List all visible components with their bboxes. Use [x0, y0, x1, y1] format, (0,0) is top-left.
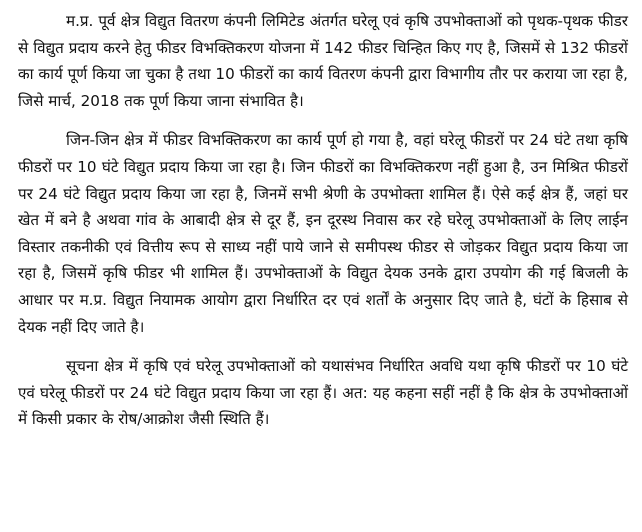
- paragraph-conclusion: सूचना क्षेत्र में कृषि एवं घरेलू उपभोक्ताओं को यथासंभव निर्धारित अवधि यथा कृषि फीडरों पर 10 घंटे एवं घरेलू फीडरों पर 24 घंटे विद्युत प्रदाय किया जा रहा हैं। अत: यह कहना सहीं नहीं है कि क्षेत्र के उपभोक्ताओं में किसी प्रकार के रोष/आक्रोश जैसी स्थिति हैं।: [18, 357, 628, 429]
- paragraph-feeder-separation-scheme: म.प्र. पूर्व क्षेत्र विद्युत वितरण कंपनी लिमिटेड अंतर्गत घरेलू एवं कृषि उपभोक्ताओं को पृथक-पृथक फीडर से विद्युत प्रदाय करने हेतु फीडर विभक्तिकरण योजना में 142 फीडर चिन्हित किए गए है, जिसमें से 132 फीडरों का कार्य पूर्ण किया जा चुका है तथा 10 फीडरों का कार्य वितरण कंपनी द्वारा विभागीय तौर पर कराया जा रहा है, जिसे मार्च, 2018 तक पूर्ण किया जाना संभावित है।: [18, 12, 628, 110]
- paragraph-power-supply-hours: जिन-जिन क्षेत्र में फीडर विभक्तिकरण का कार्य पूर्ण हो गया है, वहां घरेलू फीडरों पर 24 घंटे तथा कृषि फीडरों पर 10 घंटे विद्युत प्रदाय किया जा रहा है। जिन फीडरों का विभक्तिकरण नहीं हुआ है, उन मिश्रित फीडरों पर 24 घंटे विद्युत प्रदाय किया जा रहा है, जिनमें सभी श्रेणी के उपभोक्ता शामिल हैं। ऐसे कई क्षेत्र हैं, जहां घर खेत में बने है अथवा गांव के आबादी क्षेत्र से दूर हैं, इन दूरस्थ निवास कर रहे घरेलू उपभोक्ताओं के लिए लाईन विस्तार तकनीकी एवं वित्तीय रूप से साध्य नहीं पाये जाने से समीपस्थ फीडर से जोड़कर विद्युत प्रदाय किया जा रहा है, जिसमें कृषि फीडर भी शामिल हैं। उपभोक्ताओं के विद्युत देयक उनके द्वारा उपयोग की गई बिजली के आधार पर म.प्र. विद्युत नियामक आयोग द्वारा निर्धारित दर एवं शर्तों के अनुसार दिए जाते है, घंटों के हिसाब से देयक नहीं दिए जाते है।: [18, 131, 628, 336]
